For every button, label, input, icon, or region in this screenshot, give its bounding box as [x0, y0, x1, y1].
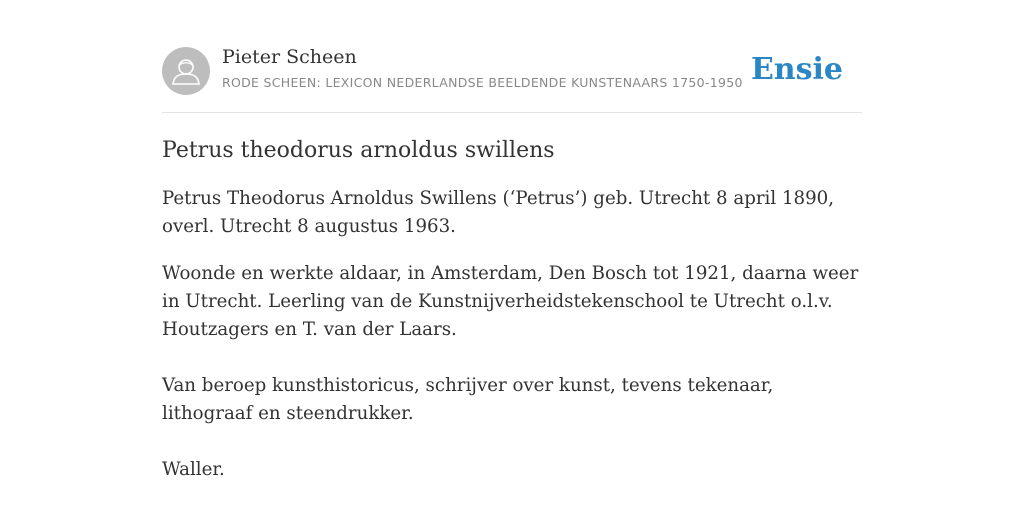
article-title: Petrus theodorus arnoldus swillens [162, 138, 555, 163]
source-title[interactable]: RODE SCHEEN: LEXICON NEDERLANDSE BEELDENDE KUNSTENAARS 1750-1950 [222, 75, 743, 90]
ensie-logo[interactable]: Ensie [750, 52, 843, 87]
article-paragraph: Van beroep kunsthistoricus, schrijver over kunst, tevens tekenaar, lithograaf en steendrukker. [162, 375, 774, 424]
article-paragraph: Waller. [162, 459, 225, 480]
author-name[interactable]: Pieter Scheen [222, 46, 357, 68]
entry-header [162, 0, 862, 113]
page-container [162, 0, 862, 484]
author-avatar[interactable] [162, 47, 210, 95]
user-avatar-icon [162, 47, 210, 95]
article-paragraph: Petrus Theodorus Arnoldus Swillens (‘Petrus’) geb. Utrecht 8 april 1890, overl. Utrecht 8 augustus 1963. [162, 188, 835, 237]
article-paragraph: Woonde en werkte aldaar, in Amsterdam, Den Bosch tot 1921, daarna weer in Utrecht. Leerling van de Kunstnijverheidstekenschool te Utrecht o.l.v. Houtzagers en T. van der Laars. [162, 263, 859, 340]
